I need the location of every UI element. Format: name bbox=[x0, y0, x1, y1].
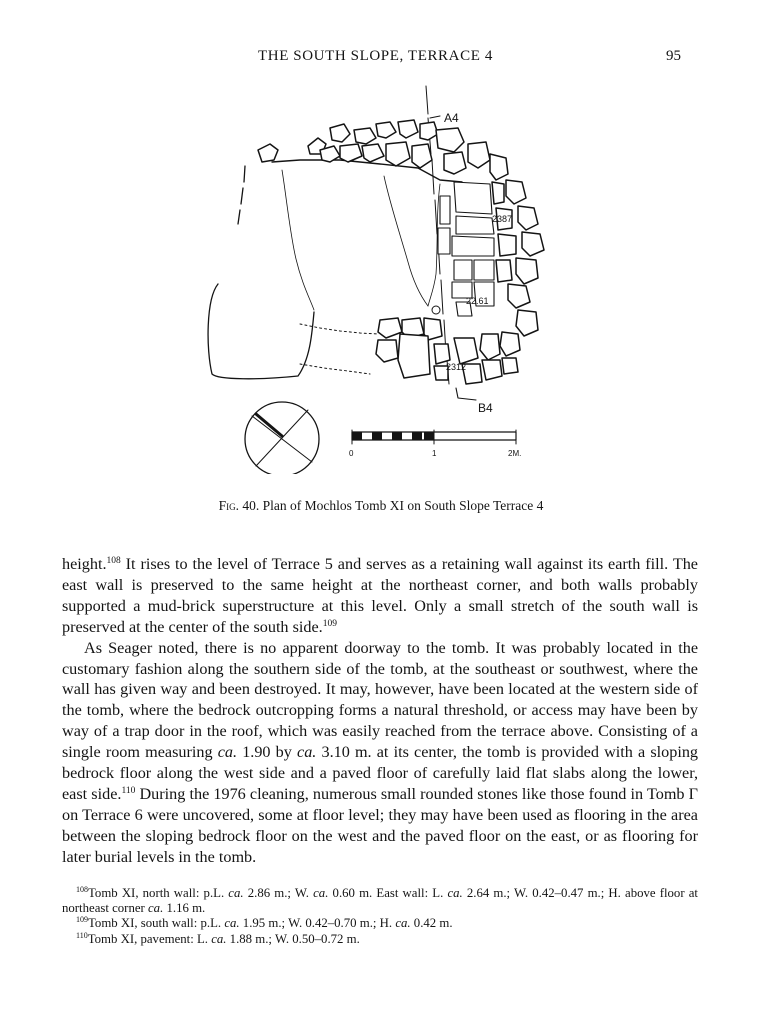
footnote-ref-108: 108 bbox=[106, 556, 121, 566]
paragraph-2: As Seager noted, there is no apparent doorway to the tomb. It was probably located in the customary fashion along the southern side of the tomb, at the southeast or southwest, where the wall has given way and been destroyed. It may, however, have been located at the western side of the tomb, where the bedrock outcropping forms a natural threshold, or access may have been by way of a trap door in the roof, which was easily reached from the terrace above. Consisting of a single room measuring ca. 1.90 by ca. 3.10 m. at its center, the tomb is provided with a sloping bedrock floor along the west side and a paved floor of carefully laid flat slabs along the lower, east side.$^{110}$ During the 1976 cleaning, numerous small rounded stones like those found in Tomb Γ on Terrace 6 were uncovered, some at floor level; they may have been used as flooring in the area between the sloping bedrock floor on the west and the paved floor on the east, or as flooring for later burial levels in the tomb. bbox=[62, 638, 699, 866]
figure-number: Fig. 40. bbox=[218, 498, 260, 513]
page-header bbox=[0, 48, 762, 68]
scale-label-2m: 2M. bbox=[508, 449, 522, 458]
section-arrow-top bbox=[430, 116, 440, 118]
west-bedrock-outcrop bbox=[208, 284, 314, 379]
body-text bbox=[62, 554, 698, 868]
small-stone bbox=[432, 306, 440, 314]
section-arrow-bottom bbox=[456, 388, 476, 400]
footnotes bbox=[62, 886, 698, 947]
tomb-plan-drawing bbox=[200, 84, 560, 474]
footnote-110: $^{110}$Tomb XI, pavement: L. ca. 1.88 m.; W. 0.50–0.72 m. bbox=[76, 930, 360, 946]
scale-label-0: 0 bbox=[349, 449, 354, 458]
page-number: 95 bbox=[666, 48, 681, 64]
west-dashed-line bbox=[238, 166, 245, 224]
bedrock-contour-1 bbox=[282, 170, 314, 310]
figure-caption bbox=[0, 498, 762, 514]
south-dotted-line-2 bbox=[300, 364, 370, 374]
label-section-bottom: B4 bbox=[478, 401, 493, 415]
tomb-plan-figure bbox=[200, 84, 560, 474]
label-elevation-2312: 2312 bbox=[446, 362, 467, 372]
footnote-109: $^{109}$Tomb XI, south wall: p.L. ca. 1.95 m.; W. 0.42–0.70 m.; H. ca. 0.42 m. bbox=[76, 915, 453, 931]
label-elevation-2387: 2387 bbox=[492, 214, 513, 224]
label-section-top: A4 bbox=[444, 111, 459, 125]
paragraph-1: height.$^{108}$ It rises to the level of Terrace 5 and serves as a retaining wall against its earth fill. The east wall is preserved to the same height at the northeast corner, and both walls probably supported a mud-brick superstructure at this level. Only a small stretch of the south wall is preserved at the center of the south side.$^{109}$ bbox=[62, 555, 698, 636]
label-elevation-2261: 22.61 bbox=[466, 296, 489, 306]
north-arrow-axis-2 bbox=[256, 410, 308, 466]
running-title: THE SOUTH SLOPE, TERRACE 4 bbox=[258, 48, 493, 64]
figure-caption-text: Plan of Mochlos Tomb XI on South Slope Terrace 4 bbox=[262, 498, 544, 513]
bedrock-contour-2 bbox=[384, 176, 428, 306]
scale-label-1: 1 bbox=[432, 449, 437, 458]
footnote-108: $^{108}$Tomb XI, north wall: p.L. ca. 2.86 m.; W. ca. 0.60 m. East wall: L. ca. 2.64 m.; W. 0.42–0.47 m.; H. above floor at northeast corner ca. 1.16 m. bbox=[62, 885, 698, 916]
north-wall-stones bbox=[258, 120, 508, 180]
footnote-ref-110: 110 bbox=[121, 785, 136, 796]
north-arrow-axis-1 bbox=[252, 416, 312, 462]
north-arrow-pointer bbox=[256, 414, 282, 436]
footnote-ref-109: 109 bbox=[322, 618, 337, 629]
